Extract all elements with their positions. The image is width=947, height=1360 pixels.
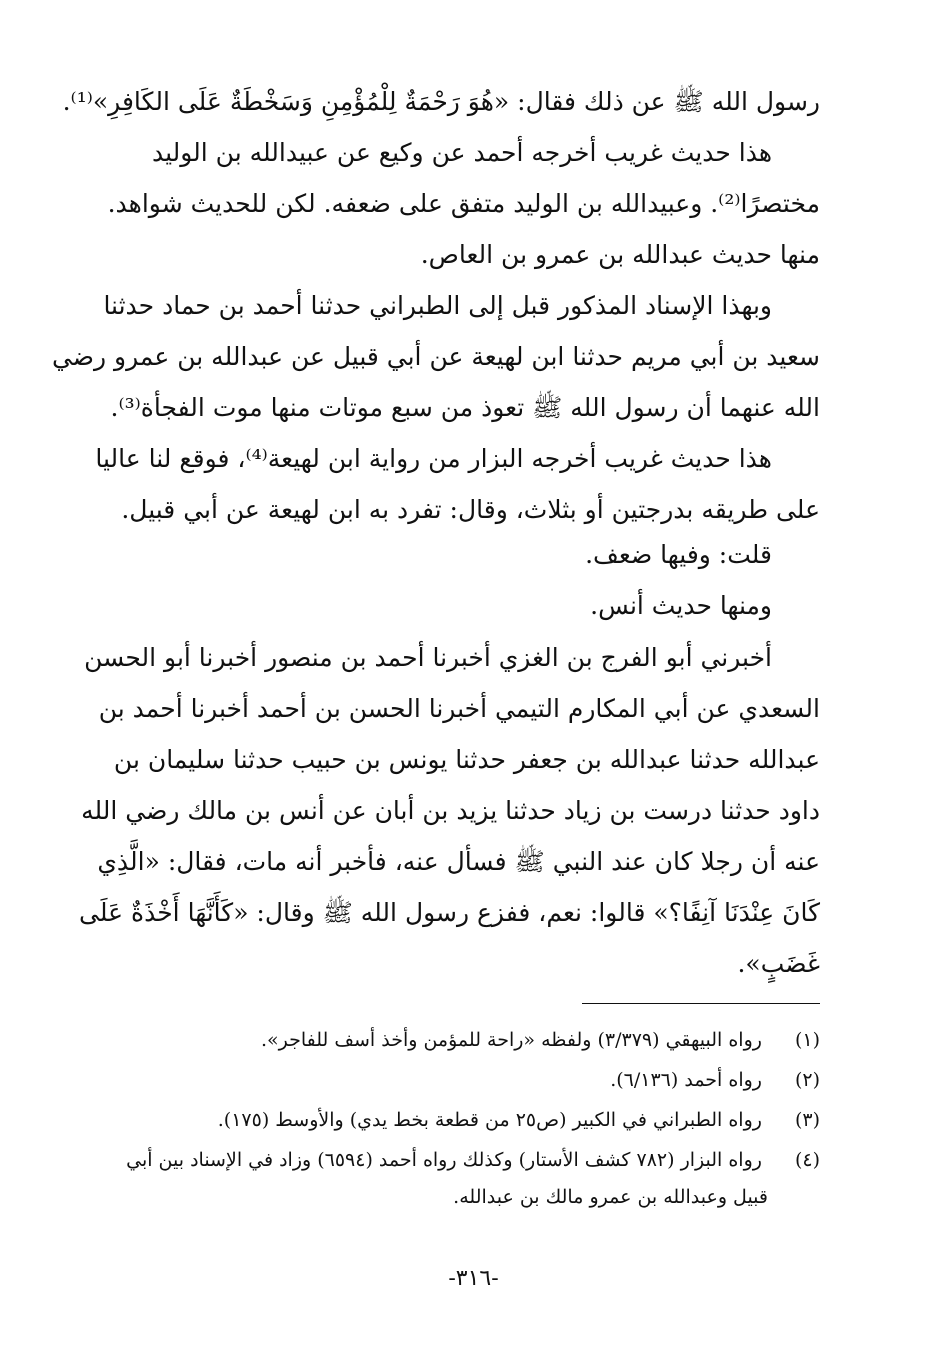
text-line: ومنها حديث أنس. xyxy=(590,591,772,620)
footnote-1 xyxy=(100,1022,820,1059)
footnote-text: رواه البزار (٧٨٢ كشف الأستار) وكذلك رواه أحمد (٦٥٩٤) وزاد في الإسناد بين أبي xyxy=(126,1149,762,1171)
footnote-text-continuation: قبيل وعبدالله بن عمرو مالك بن عبدالله. xyxy=(453,1186,768,1208)
paragraph-2 xyxy=(100,127,820,280)
text-line: داود حدثنا درست بن زياد حدثنا يزيد بن أبان عن أنس بن مالك رضي الله xyxy=(81,796,820,825)
paragraph-4 xyxy=(95,433,820,535)
text-line: قلت: وفيها ضعف. xyxy=(585,540,772,569)
text-line: عبدالله حدثنا عبدالله بن جعفر حدثنا يونس بن حبيب حدثنا سليمان بن xyxy=(113,745,820,774)
text-line: عنه أن رجلا كان عند النبي ﷺ فسأل عنه، فأخبر أنه مات، فقال: «الَّذِي xyxy=(97,847,820,876)
paragraph-6 xyxy=(79,632,820,989)
footnote-2 xyxy=(100,1062,820,1099)
text-line: منها حديث عبدالله بن عمرو بن العاص. xyxy=(420,240,820,269)
text-line: السعدي عن أبي المكارم التيمي أخبرنا الحسن بن أحمد أخبرنا أحمد بن xyxy=(98,694,820,723)
paragraph-5 xyxy=(100,529,820,631)
footnote-3 xyxy=(100,1102,820,1139)
text-line: على طريقه بدرجتين أو بثلاث، وقال: تفرد به ابن لهيعة عن أبي قبيل. xyxy=(121,495,820,524)
text-line: سعيد بن أبي مريم حدثنا ابن لهيعة عن أبي قبيل عن عبدالله بن عمرو رضي xyxy=(51,342,820,371)
text-line: رسول الله ﷺ عن ذلك فقال: «هُوَ رَحْمَةٌ لِلْمُؤْمِنِ وَسَخْطَةٌ عَلَى الكَافِرِ»⁽¹⁾. xyxy=(62,87,820,116)
text-line: وبهذا الإسناد المذكور قبل إلى الطبراني حدثنا أحمد بن حماد حدثنا xyxy=(103,291,772,320)
footnote-number: (٣) xyxy=(794,1109,820,1131)
text-line: الله عنهما أن رسول الله ﷺ تعوذ من سبع موتات منها موت الفجأة⁽³⁾. xyxy=(110,393,820,422)
text-line: مختصرًا⁽²⁾. وعبيدالله بن الوليد متفق على ضعفه. لكن للحديث شواهد. xyxy=(107,189,820,218)
footnote-text: رواه أحمد (٦/١٣٦). xyxy=(610,1069,762,1091)
text-line: كَانَ عِنْدَنَا آنِفًا؟» قالوا: نعم، ففزع رسول الله ﷺ وقال: «كَأَنَّهَا أَخْذَةٌ عَلَى xyxy=(79,898,820,927)
footnote-4 xyxy=(100,1142,820,1216)
paragraph-3 xyxy=(51,280,820,433)
footnote-text: رواه الطبراني في الكبير (ص٢٥ من قطعة بخط يدي) والأوسط (١٧٥). xyxy=(217,1109,762,1131)
text-line: غَضَبٍ». xyxy=(737,949,820,978)
footnote-divider xyxy=(582,1003,820,1004)
text-line: هذا حديث غريب أخرجه أحمد عن وكيع عن عبيدالله بن الوليد xyxy=(151,138,772,167)
page-number: -٣١٦- xyxy=(448,1266,499,1291)
footnote-number: (١) xyxy=(794,1029,820,1051)
paragraph-1 xyxy=(62,76,820,127)
text-line: هذا حديث غريب أخرجه البزار من رواية ابن لهيعة⁽⁴⁾، فوقع لنا عاليا xyxy=(95,444,772,473)
footnote-number: (٢) xyxy=(794,1069,820,1091)
text-line: أخبرني أبو الفرج بن الغزي أخبرنا أحمد بن منصور أخبرنا أبو الحسن xyxy=(84,643,772,672)
footnote-text: رواه البيهقي (٣/٣٧٩) ولفظه «راحة للمؤمن وأخذ أسف للفاجر». xyxy=(260,1029,762,1051)
footnote-number: (٤) xyxy=(794,1149,820,1171)
